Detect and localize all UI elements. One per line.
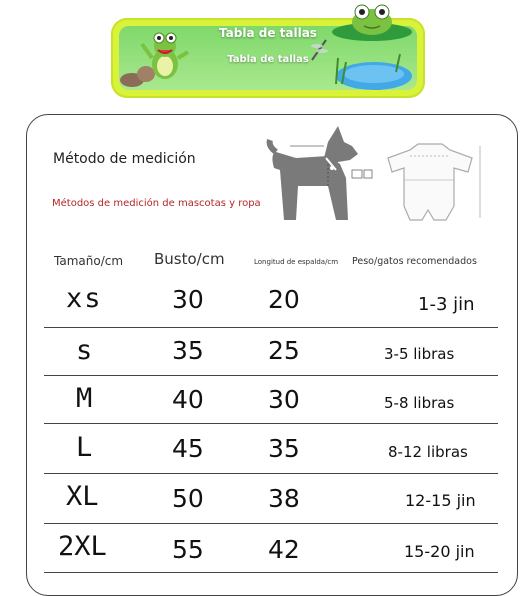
measurement-method-title: Método de medición xyxy=(53,151,196,167)
row-2xl-weight: 15-20 jin xyxy=(404,542,475,561)
row-s-weight: 3-5 libras xyxy=(384,345,455,363)
bust-column-header: Busto/cm xyxy=(154,250,225,268)
banner-subtitle: Tabla de tallas xyxy=(227,54,309,65)
row-xl-weight: 12-15 jin xyxy=(405,491,476,510)
row-divider xyxy=(44,327,498,328)
back-length-column-header: Longitud de espalda/cm xyxy=(254,258,339,266)
row-2xl-size: 2XL xyxy=(58,531,107,562)
row-l-back: 35 xyxy=(268,434,300,463)
row-divider xyxy=(44,572,498,573)
row-xs-back: 20 xyxy=(268,285,300,314)
measurement-method-subtitle: Métodos de medición de mascotas y ropa xyxy=(52,198,261,209)
dog-measurement-icon xyxy=(266,124,378,228)
row-xl-size: XL xyxy=(66,481,99,512)
row-divider xyxy=(44,473,498,474)
size-column-header: Tamaño/cm xyxy=(54,254,124,268)
row-xl-back: 38 xyxy=(268,484,300,513)
row-s-back: 25 xyxy=(268,336,300,365)
weight-column-header: Peso/gatos recomendados xyxy=(352,256,477,267)
row-l-weight: 8-12 libras xyxy=(388,443,468,461)
row-divider xyxy=(44,375,498,376)
row-m-bust: 40 xyxy=(172,385,204,414)
row-2xl-bust: 55 xyxy=(172,535,204,564)
row-l-size: L xyxy=(76,432,93,463)
row-m-weight: 5-8 libras xyxy=(384,394,455,412)
row-xl-bust: 50 xyxy=(172,484,204,513)
row-divider xyxy=(44,523,498,524)
row-2xl-back: 42 xyxy=(268,535,300,564)
row-l-bust: 45 xyxy=(172,434,204,463)
row-m-back: 30 xyxy=(268,385,300,414)
row-s-bust: 35 xyxy=(172,336,204,365)
row-xs-bust: 30 xyxy=(172,285,204,314)
row-s-size: s xyxy=(76,335,93,366)
banner-title: Tabla de tallas xyxy=(219,26,317,40)
row-xs-size: xs xyxy=(66,283,103,314)
row-divider xyxy=(44,423,498,424)
shirt-measurement-icon xyxy=(384,136,496,228)
row-m-size: M xyxy=(76,383,93,414)
row-xs-weight: 1-3 jin xyxy=(418,294,475,315)
